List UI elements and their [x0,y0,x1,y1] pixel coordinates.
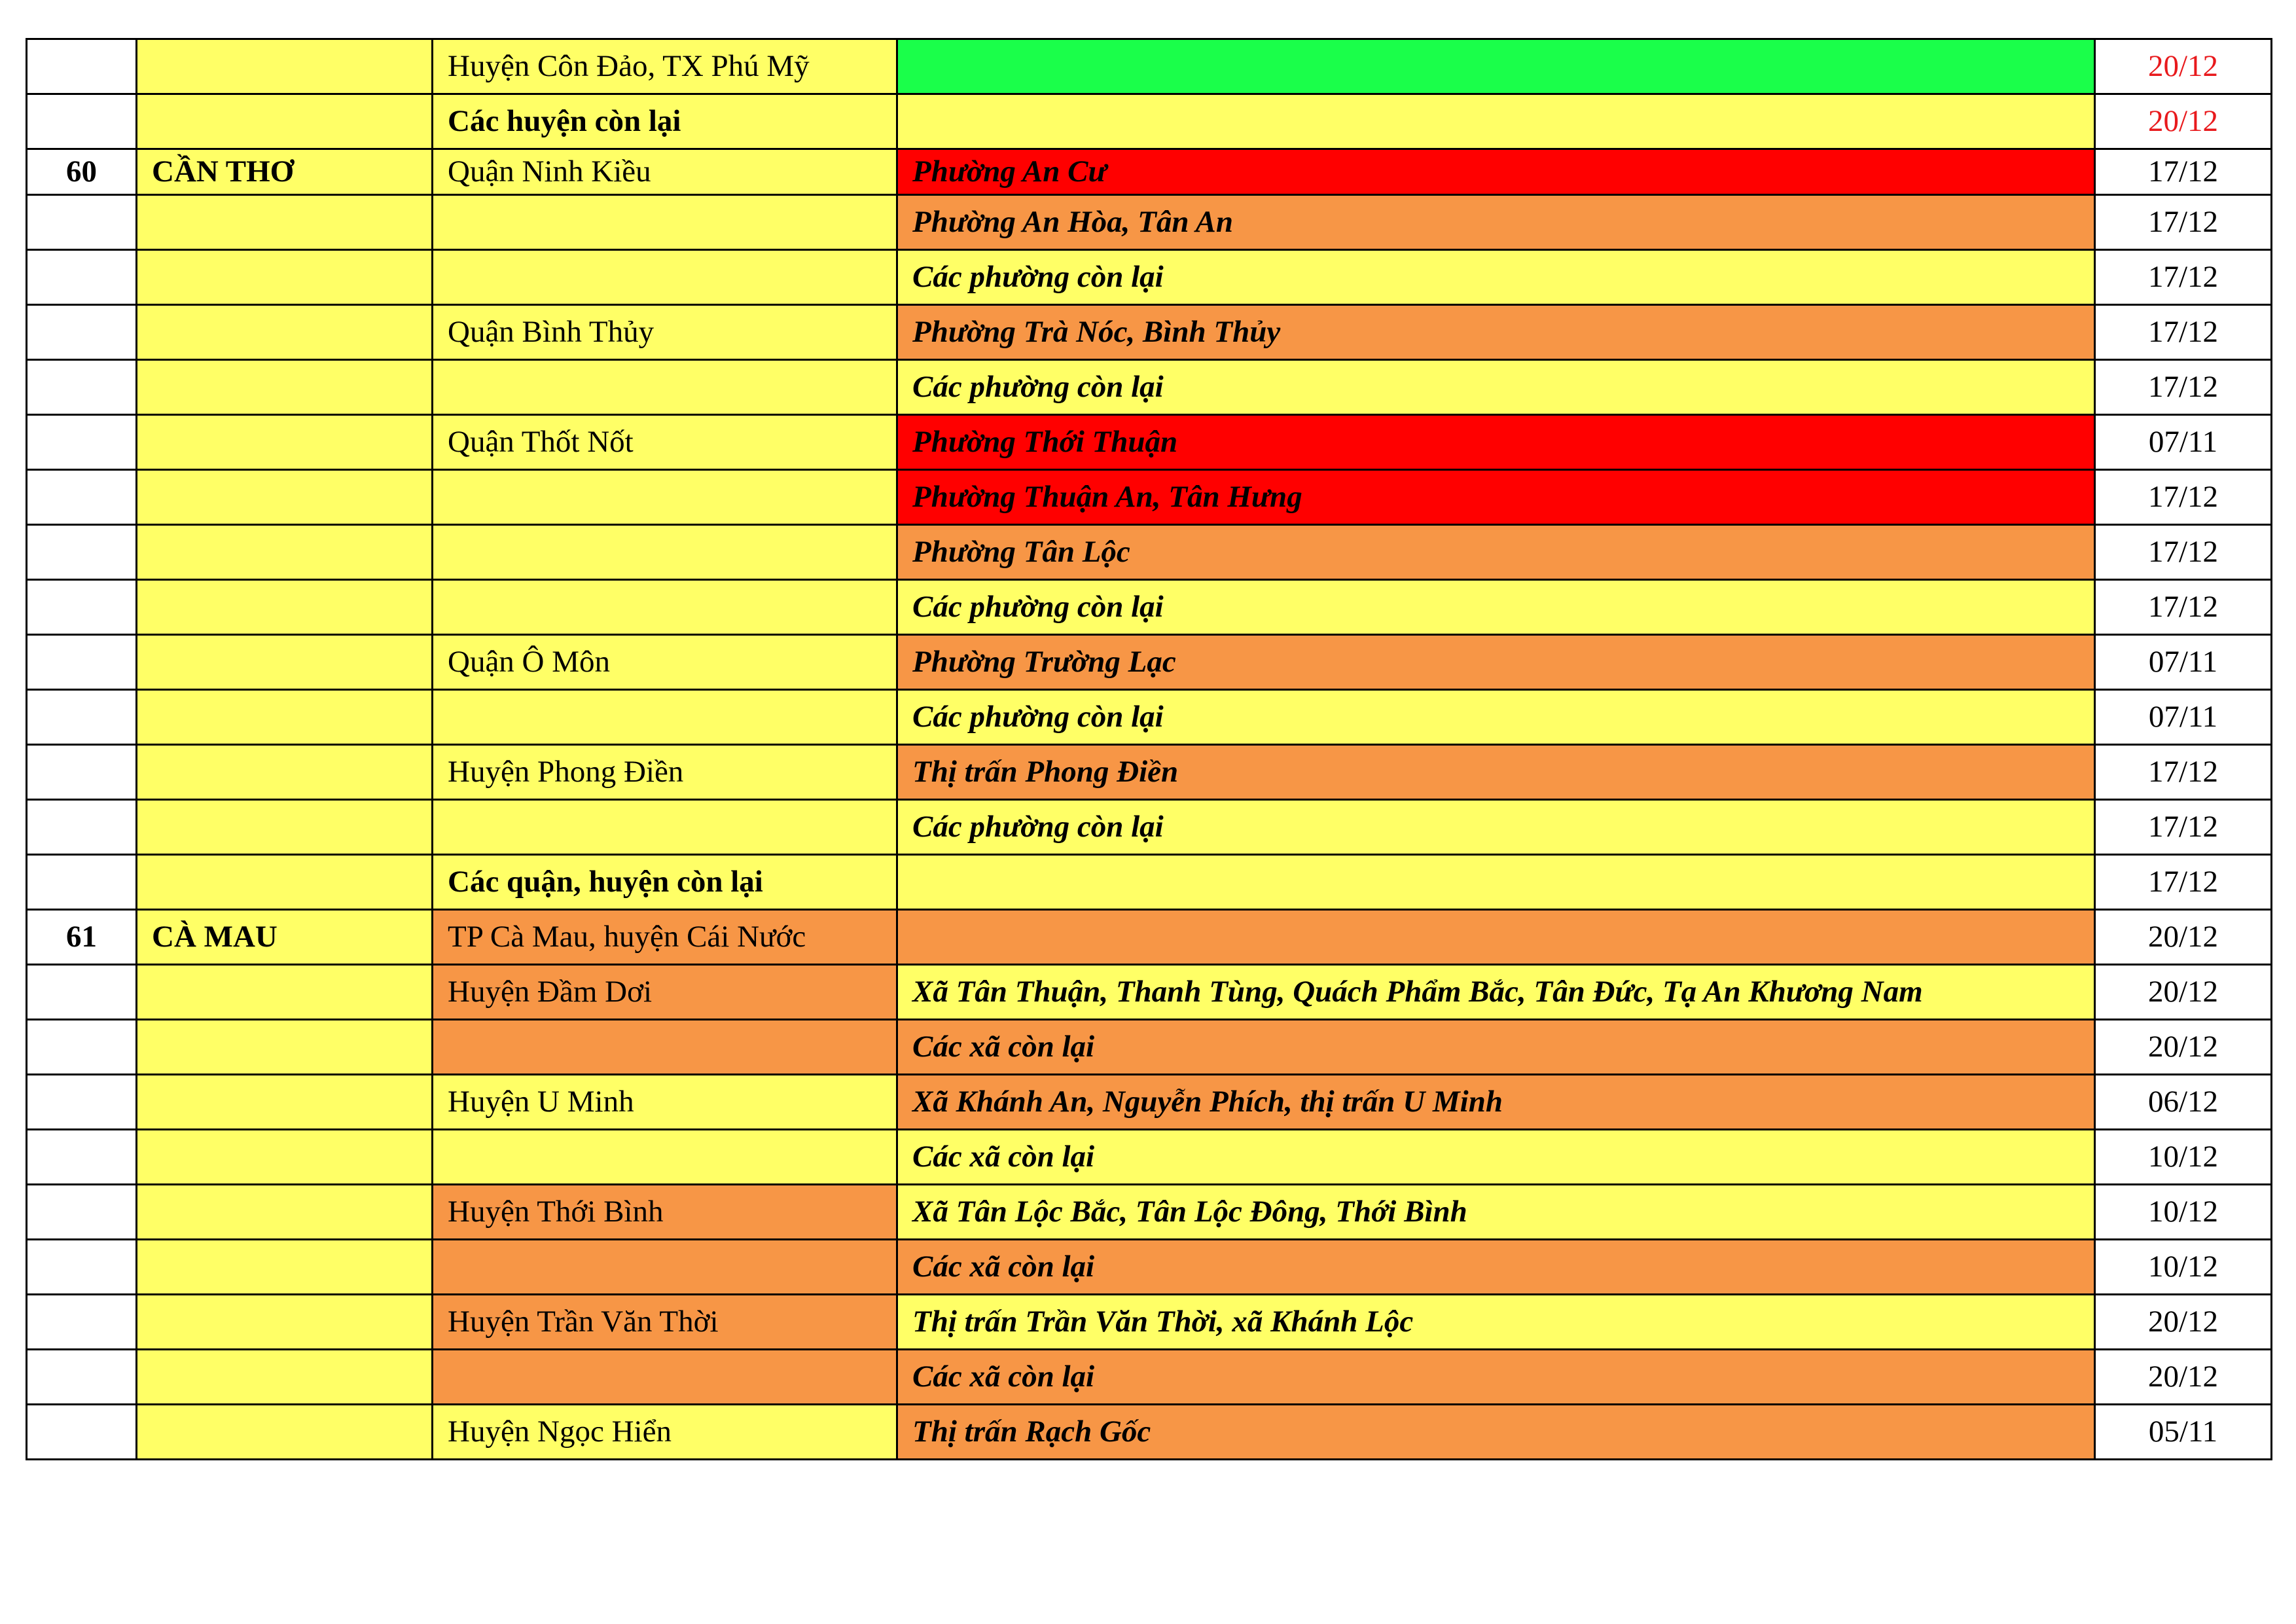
province-cell [137,1405,433,1460]
table-row [27,470,2272,525]
ward-cell: Phường Thới Thuận [897,415,2095,470]
province-cell [137,1185,433,1240]
table-row [27,910,2272,965]
province-cell [137,745,433,800]
province-cell [137,305,433,360]
date-cell: 20/12 [2095,1350,2272,1405]
date-cell: 17/12 [2095,360,2272,415]
row-number-cell [27,360,137,415]
table-row [27,1240,2272,1295]
ward-cell: Xã Khánh An, Nguyễn Phích, thị trấn U Minh [897,1075,2095,1130]
row-number-cell: 61 [27,910,137,965]
table-row [27,745,2272,800]
ward-cell: Các xã còn lại [897,1350,2095,1405]
row-number-cell [27,525,137,580]
date-cell: 10/12 [2095,1130,2272,1185]
district-cell: TP Cà Mau, huyện Cái Nước [433,910,897,965]
district-cell: Các quận, huyện còn lại [433,855,897,910]
table-row [27,1130,2272,1185]
province-cell [137,470,433,525]
ward-cell [897,910,2095,965]
ward-cell: Các xã còn lại [897,1130,2095,1185]
row-number-cell [27,94,137,149]
ward-cell [897,94,2095,149]
ward-cell [897,39,2095,94]
table-row [27,580,2272,635]
table-row [27,525,2272,580]
district-cell [433,800,897,855]
row-number-cell [27,1020,137,1075]
date-cell: 20/12 [2095,1295,2272,1350]
date-cell: 17/12 [2095,525,2272,580]
district-cell: Huyện Ngọc Hiển [433,1405,897,1460]
ward-cell [897,855,2095,910]
row-number-cell [27,855,137,910]
row-number-cell [27,305,137,360]
ward-cell: Các phường còn lại [897,690,2095,745]
ward-cell: Thị trấn Phong Điền [897,745,2095,800]
date-cell: 17/12 [2095,470,2272,525]
row-number-cell [27,690,137,745]
date-cell: 17/12 [2095,250,2272,305]
ward-cell: Phường Thuận An, Tân Hưng [897,470,2095,525]
table-row [27,195,2272,250]
table-row [27,635,2272,690]
table-row [27,250,2272,305]
row-number-cell [27,415,137,470]
schedule-table [26,38,2272,1460]
district-cell [433,360,897,415]
district-cell [433,690,897,745]
row-number-cell [27,470,137,525]
table-row [27,39,2272,94]
date-cell: 20/12 [2095,965,2272,1020]
province-cell [137,1295,433,1350]
row-number-cell [27,250,137,305]
table-row [27,1350,2272,1405]
ward-cell: Xã Tân Lộc Bắc, Tân Lộc Đông, Thới Bình [897,1185,2095,1240]
district-cell [433,1240,897,1295]
date-cell: 17/12 [2095,800,2272,855]
province-cell [137,250,433,305]
table-row [27,1075,2272,1130]
date-cell: 17/12 [2095,149,2272,195]
province-cell [137,525,433,580]
province-cell [137,360,433,415]
province-cell [137,415,433,470]
district-cell: Huyện Trần Văn Thời [433,1295,897,1350]
province-cell [137,800,433,855]
ward-cell: Các phường còn lại [897,800,2095,855]
row-number-cell [27,745,137,800]
table-row [27,305,2272,360]
district-cell [433,470,897,525]
row-number-cell [27,800,137,855]
province-cell [137,1130,433,1185]
date-cell: 10/12 [2095,1185,2272,1240]
date-cell: 07/11 [2095,635,2272,690]
district-cell: Quận Ô Môn [433,635,897,690]
row-number-cell [27,195,137,250]
province-cell [137,635,433,690]
table-row [27,149,2272,195]
row-number-cell [27,1240,137,1295]
row-number-cell [27,635,137,690]
province-cell: CÀ MAU [137,910,433,965]
ward-cell: Phường Tân Lộc [897,525,2095,580]
date-cell: 17/12 [2095,855,2272,910]
ward-cell: Thị trấn Rạch Gốc [897,1405,2095,1460]
province-cell [137,965,433,1020]
date-cell: 20/12 [2095,94,2272,149]
ward-cell: Phường Trà Nóc, Bình Thủy [897,305,2095,360]
district-cell [433,1020,897,1075]
province-cell [137,1020,433,1075]
ward-cell: Phường An Hòa, Tân An [897,195,2095,250]
table-row [27,800,2272,855]
district-cell: Quận Ninh Kiều [433,149,897,195]
ward-cell: Các xã còn lại [897,1240,2095,1295]
province-cell [137,39,433,94]
table-row [27,965,2272,1020]
province-cell [137,580,433,635]
ward-cell: Phường An Cư [897,149,2095,195]
district-cell [433,195,897,250]
district-cell [433,250,897,305]
ward-cell: Phường Trường Lạc [897,635,2095,690]
date-cell: 06/12 [2095,1075,2272,1130]
ward-cell: Các xã còn lại [897,1020,2095,1075]
date-cell: 10/12 [2095,1240,2272,1295]
province-cell [137,1350,433,1405]
district-cell: Quận Bình Thủy [433,305,897,360]
district-cell: Quận Thốt Nốt [433,415,897,470]
province-cell [137,855,433,910]
district-cell [433,580,897,635]
date-cell: 07/11 [2095,415,2272,470]
ward-cell: Các phường còn lại [897,250,2095,305]
table-row [27,1405,2272,1460]
ward-cell: Xã Tân Thuận, Thanh Tùng, Quách Phẩm Bắc, Tân Đức, Tạ An Khương Nam [897,965,2095,1020]
table-row [27,360,2272,415]
table-row [27,1185,2272,1240]
district-cell [433,1350,897,1405]
row-number-cell [27,1405,137,1460]
date-cell: 20/12 [2095,910,2272,965]
table-row [27,690,2272,745]
district-cell: Huyện Phong Điền [433,745,897,800]
table-row [27,94,2272,149]
district-cell: Huyện Thới Bình [433,1185,897,1240]
date-cell: 05/11 [2095,1405,2272,1460]
date-cell: 20/12 [2095,39,2272,94]
date-cell: 17/12 [2095,305,2272,360]
date-cell: 20/12 [2095,1020,2272,1075]
province-cell [137,195,433,250]
row-number-cell [27,1350,137,1405]
table-row [27,1020,2272,1075]
row-number-cell [27,580,137,635]
province-cell [137,94,433,149]
date-cell: 07/11 [2095,690,2272,745]
date-cell: 17/12 [2095,195,2272,250]
table-row [27,855,2272,910]
date-cell: 17/12 [2095,580,2272,635]
row-number-cell [27,1075,137,1130]
district-cell: Huyện Côn Đảo, TX Phú Mỹ [433,39,897,94]
row-number-cell [27,1295,137,1350]
province-cell [137,690,433,745]
district-cell: Huyện U Minh [433,1075,897,1130]
province-cell: CẦN THƠ [137,149,433,195]
row-number-cell [27,965,137,1020]
table-row [27,415,2272,470]
ward-cell: Các phường còn lại [897,360,2095,415]
date-cell: 17/12 [2095,745,2272,800]
row-number-cell: 60 [27,149,137,195]
district-cell: Các huyện còn lại [433,94,897,149]
district-cell [433,525,897,580]
province-cell [137,1240,433,1295]
district-cell [433,1130,897,1185]
ward-cell: Thị trấn Trần Văn Thời, xã Khánh Lộc [897,1295,2095,1350]
row-number-cell [27,1130,137,1185]
table-row [27,1295,2272,1350]
district-cell: Huyện Đầm Dơi [433,965,897,1020]
province-cell [137,1075,433,1130]
row-number-cell [27,1185,137,1240]
ward-cell: Các phường còn lại [897,580,2095,635]
table-body [27,39,2272,1460]
row-number-cell [27,39,137,94]
